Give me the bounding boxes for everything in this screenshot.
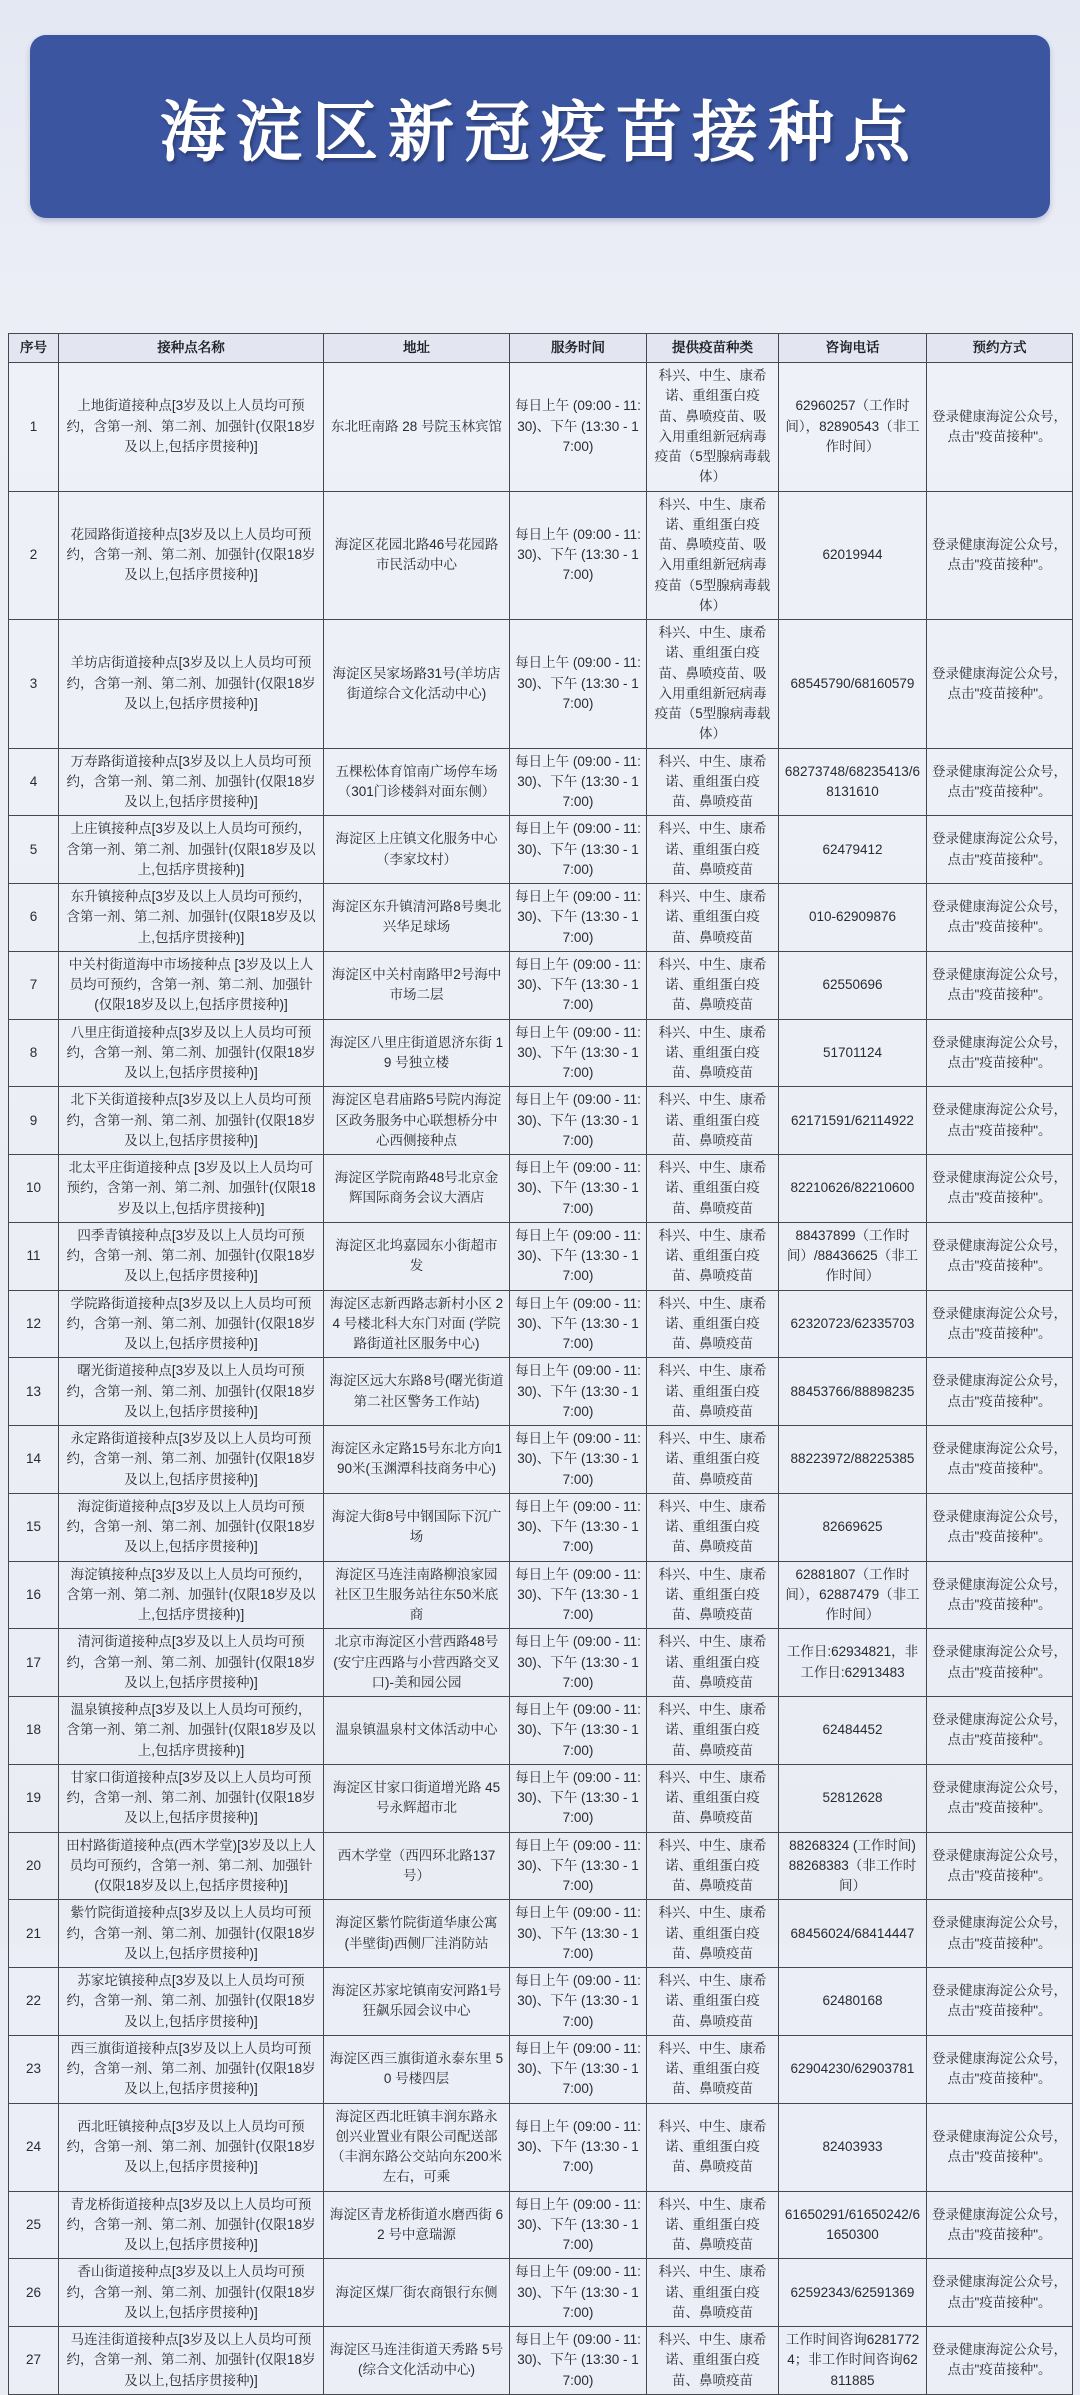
- cell-address: 海淀区西三旗街道永泰东里 50 号楼四层: [324, 2035, 510, 2103]
- cell-address: 海淀区甘家口街道增光路 45 号永辉超市北: [324, 1764, 510, 1832]
- cell-vaccines: 科兴、中生、康希诺、重组蛋白疫苗、鼻喷疫苗: [647, 1629, 779, 1697]
- cell-name: 青龙桥街道接种点[3岁及以上人员均可预约，含第一剂、第二剂、加强针(仅限18岁及以上,包括序贯接种)]: [59, 2191, 324, 2259]
- cell-address: 海淀区紫竹院街道华康公寓 (半壁街)西侧厂洼消防站: [324, 1900, 510, 1968]
- cell-seq: 6: [9, 884, 59, 952]
- cell-seq: 24: [9, 2103, 59, 2191]
- cell-name: 永定路街道接种点[3岁及以上人员均可预约，含第一剂、第二剂、加强针(仅限18岁及以上,包括序贯接种)]: [59, 1426, 324, 1494]
- cell-phone: 工作时间咨询62817724；非工作时间咨询62811885: [779, 2327, 927, 2395]
- cell-address: 海淀区西北旺镇丰润东路永创兴业置业有限公司配送部（丰润东路公交站向东200米左右，可乘: [324, 2103, 510, 2191]
- table-row: [9, 884, 1073, 952]
- cell-vaccines: 科兴、中生、康希诺、重组蛋白疫苗、鼻喷疫苗: [647, 1155, 779, 1223]
- table-row: [9, 1222, 1073, 1290]
- cell-name: 四季青镇接种点[3岁及以上人员均可预约，含第一剂、第二剂、加强针(仅限18岁及以上,包括序贯接种)]: [59, 1222, 324, 1290]
- cell-address: 温泉镇温泉村文体活动中心: [324, 1697, 510, 1765]
- cell-name: 苏家坨镇接种点[3岁及以上人员均可预约，含第一剂、第二剂、加强针(仅限18岁及以上,包括序贯接种)]: [59, 1968, 324, 2036]
- column-header-name: 接种点名称: [59, 334, 324, 363]
- cell-seq: 1: [9, 363, 59, 492]
- cell-booking: 登录健康海淀公众号，点击"疫苗接种"。: [927, 2035, 1073, 2103]
- cell-address: 海淀区北坞嘉园东小街超市发: [324, 1222, 510, 1290]
- cell-seq: 9: [9, 1087, 59, 1155]
- cell-name: 学院路街道接种点[3岁及以上人员均可预约，含第一剂、第二剂、加强针(仅限18岁及以上,包括序贯接种)]: [59, 1290, 324, 1358]
- cell-time: 每日上午 (09:00 - 11:30)、下午 (13:30 - 17:00): [510, 748, 647, 816]
- cell-time: 每日上午 (09:00 - 11:30)、下午 (13:30 - 17:00): [510, 816, 647, 884]
- cell-vaccines: 科兴、中生、康希诺、重组蛋白疫苗、鼻喷疫苗: [647, 1019, 779, 1087]
- cell-address: 海淀区皂君庙路5号院内海淀区政务服务中心联想桥分中心西侧接种点: [324, 1087, 510, 1155]
- cell-vaccines: 科兴、中生、康希诺、重组蛋白疫苗、鼻喷疫苗: [647, 951, 779, 1019]
- cell-address: 海淀区永定路15号东北方向190米(玉渊潭科技商务中心): [324, 1426, 510, 1494]
- cell-time: 每日上午 (09:00 - 11:30)、下午 (13:30 - 17:00): [510, 1764, 647, 1832]
- cell-seq: 20: [9, 1832, 59, 1900]
- table-row: [9, 1155, 1073, 1223]
- cell-booking: 登录健康海淀公众号，点击"疫苗接种"。: [927, 1290, 1073, 1358]
- cell-seq: 17: [9, 1629, 59, 1697]
- vaccination-sites-table: [8, 333, 1073, 2395]
- table-row: [9, 1697, 1073, 1765]
- cell-vaccines: 科兴、中生、康希诺、重组蛋白疫苗、鼻喷疫苗、吸入用重组新冠病毒疫苗（5型腺病毒载体）: [647, 491, 779, 620]
- cell-name: 海淀街道接种点[3岁及以上人员均可预约，含第一剂、第二剂、加强针(仅限18岁及以上,包括序贯接种)]: [59, 1493, 324, 1561]
- table-row: [9, 1764, 1073, 1832]
- cell-vaccines: 科兴、中生、康希诺、重组蛋白疫苗、鼻喷疫苗: [647, 2103, 779, 2191]
- cell-seq: 21: [9, 1900, 59, 1968]
- cell-vaccines: 科兴、中生、康希诺、重组蛋白疫苗、鼻喷疫苗: [647, 816, 779, 884]
- cell-phone: 68456024/68414447: [779, 1900, 927, 1968]
- cell-vaccines: 科兴、中生、康希诺、重组蛋白疫苗、鼻喷疫苗: [647, 1968, 779, 2036]
- cell-phone: 62019944: [779, 491, 927, 620]
- cell-vaccines: 科兴、中生、康希诺、重组蛋白疫苗、鼻喷疫苗: [647, 1358, 779, 1426]
- cell-booking: 登录健康海淀公众号，点击"疫苗接种"。: [927, 620, 1073, 749]
- cell-phone: 62960257（工作时间），82890543（非工作时间）: [779, 363, 927, 492]
- cell-address: 五棵松体育馆南广场停车场（301门诊楼斜对面东侧）: [324, 748, 510, 816]
- cell-seq: 27: [9, 2327, 59, 2395]
- cell-phone: 51701124: [779, 1019, 927, 1087]
- cell-vaccines: 科兴、中生、康希诺、重组蛋白疫苗、鼻喷疫苗: [647, 1832, 779, 1900]
- cell-time: 每日上午 (09:00 - 11:30)、下午 (13:30 - 17:00): [510, 1968, 647, 2036]
- cell-name: 曙光街道接种点[3岁及以上人员均可预约，含第一剂、第二剂、加强针(仅限18岁及以上,包括序贯接种)]: [59, 1358, 324, 1426]
- table-row: [9, 2327, 1073, 2395]
- cell-seq: 25: [9, 2191, 59, 2259]
- table-row: [9, 1900, 1073, 1968]
- cell-booking: 登录健康海淀公众号，点击"疫苗接种"。: [927, 884, 1073, 952]
- cell-phone: 88223972/88225385: [779, 1426, 927, 1494]
- cell-phone: 62592343/62591369: [779, 2259, 927, 2327]
- column-header-address: 地址: [324, 334, 510, 363]
- cell-vaccines: 科兴、中生、康希诺、重组蛋白疫苗、鼻喷疫苗: [647, 2259, 779, 2327]
- cell-name: 中关村街道海中市场接种点 [3岁及以上人员均可预约，含第一剂、第二剂、加强针(仅限18岁及以上,包括序贯接种)]: [59, 951, 324, 1019]
- table-row: [9, 951, 1073, 1019]
- cell-booking: 登录健康海淀公众号，点击"疫苗接种"。: [927, 363, 1073, 492]
- cell-phone: 工作日:62934821，非工作日:62913483: [779, 1629, 927, 1697]
- cell-vaccines: 科兴、中生、康希诺、重组蛋白疫苗、鼻喷疫苗: [647, 748, 779, 816]
- table-header: [9, 334, 1073, 363]
- cell-seq: 14: [9, 1426, 59, 1494]
- cell-seq: 2: [9, 491, 59, 620]
- cell-phone: 61650291/61650242/61650300: [779, 2191, 927, 2259]
- cell-booking: 登录健康海淀公众号，点击"疫苗接种"。: [927, 2191, 1073, 2259]
- cell-vaccines: 科兴、中生、康希诺、重组蛋白疫苗、鼻喷疫苗: [647, 1764, 779, 1832]
- cell-booking: 登录健康海淀公众号，点击"疫苗接种"。: [927, 1629, 1073, 1697]
- title-banner: [30, 35, 1050, 218]
- table-row: [9, 491, 1073, 620]
- table-row: [9, 1087, 1073, 1155]
- cell-seq: 15: [9, 1493, 59, 1561]
- cell-name: 花园路街道接种点[3岁及以上人员均可预约，含第一剂、第二剂、加强针(仅限18岁及以上,包括序贯接种)]: [59, 491, 324, 620]
- table-header-row: [9, 334, 1073, 363]
- cell-seq: 4: [9, 748, 59, 816]
- cell-name: 上庄镇接种点[3岁及以上人员均可预约，含第一剂、第二剂、加强针(仅限18岁及以上,包括序贯接种)]: [59, 816, 324, 884]
- cell-phone: 88437899（工作时间）/88436625（非工作时间）: [779, 1222, 927, 1290]
- column-header-booking: 预约方式: [927, 334, 1073, 363]
- cell-vaccines: 科兴、中生、康希诺、重组蛋白疫苗、鼻喷疫苗: [647, 884, 779, 952]
- cell-name: 西北旺镇接种点[3岁及以上人员均可预约，含第一剂、第二剂、加强针(仅限18岁及以上,包括序贯接种)]: [59, 2103, 324, 2191]
- cell-address: 海淀区远大东路8号(曙光街道第二社区警务工作站): [324, 1358, 510, 1426]
- cell-phone: 52812628: [779, 1764, 927, 1832]
- table-row: [9, 620, 1073, 749]
- cell-seq: 3: [9, 620, 59, 749]
- cell-time: 每日上午 (09:00 - 11:30)、下午 (13:30 - 17:00): [510, 2191, 647, 2259]
- cell-address: 西木学堂（西四环北路137号）: [324, 1832, 510, 1900]
- cell-address: 北京市海淀区小营西路48号(安宁庄西路与小营西路交叉口)-美和园公园: [324, 1629, 510, 1697]
- table-row: [9, 2035, 1073, 2103]
- cell-name: 羊坊店街道接种点[3岁及以上人员均可预约，含第一剂、第二剂、加强针(仅限18岁及以上,包括序贯接种)]: [59, 620, 324, 749]
- cell-time: 每日上午 (09:00 - 11:30)、下午 (13:30 - 17:00): [510, 1629, 647, 1697]
- table-row: [9, 1019, 1073, 1087]
- table-row: [9, 363, 1073, 492]
- cell-vaccines: 科兴、中生、康希诺、重组蛋白疫苗、鼻喷疫苗: [647, 1561, 779, 1629]
- cell-address: 海淀区苏家坨镇南安河路1号狂飙乐园会议中心: [324, 1968, 510, 2036]
- cell-vaccines: 科兴、中生、康希诺、重组蛋白疫苗、鼻喷疫苗: [647, 1493, 779, 1561]
- cell-seq: 12: [9, 1290, 59, 1358]
- cell-time: 每日上午 (09:00 - 11:30)、下午 (13:30 - 17:00): [510, 1426, 647, 1494]
- cell-booking: 登录健康海淀公众号，点击"疫苗接种"。: [927, 1832, 1073, 1900]
- cell-time: 每日上午 (09:00 - 11:30)、下午 (13:30 - 17:00): [510, 363, 647, 492]
- table-row: [9, 2103, 1073, 2191]
- cell-name: 海淀镇接种点[3岁及以上人员均可预约，含第一剂、第二剂、加强针(仅限18岁及以上,包括序贯接种)]: [59, 1561, 324, 1629]
- cell-phone: 68273748/68235413/68131610: [779, 748, 927, 816]
- cell-name: 万寿路街道接种点[3岁及以上人员均可预约，含第一剂、第二剂、加强针(仅限18岁及以上,包括序贯接种)]: [59, 748, 324, 816]
- cell-phone: 62881807（工作时间），62887479（非工作时间）: [779, 1561, 927, 1629]
- table-row: [9, 1561, 1073, 1629]
- cell-time: 每日上午 (09:00 - 11:30)、下午 (13:30 - 17:00): [510, 2103, 647, 2191]
- cell-seq: 18: [9, 1697, 59, 1765]
- cell-time: 每日上午 (09:00 - 11:30)、下午 (13:30 - 17:00): [510, 1290, 647, 1358]
- cell-seq: 11: [9, 1222, 59, 1290]
- cell-seq: 13: [9, 1358, 59, 1426]
- cell-vaccines: 科兴、中生、康希诺、重组蛋白疫苗、鼻喷疫苗: [647, 1290, 779, 1358]
- cell-phone: 68545790/68160579: [779, 620, 927, 749]
- cell-vaccines: 科兴、中生、康希诺、重组蛋白疫苗、鼻喷疫苗、吸入用重组新冠病毒疫苗（5型腺病毒载体）: [647, 620, 779, 749]
- cell-time: 每日上午 (09:00 - 11:30)、下午 (13:30 - 17:00): [510, 2259, 647, 2327]
- cell-name: 上地街道接种点[3岁及以上人员均可预约，含第一剂、第二剂、加强针(仅限18岁及以上,包括序贯接种)]: [59, 363, 324, 492]
- cell-name: 马连洼街道接种点[3岁及以上人员均可预约，含第一剂、第二剂、加强针(仅限18岁及以上,包括序贯接种)]: [59, 2327, 324, 2395]
- cell-name: 温泉镇接种点[3岁及以上人员均可预约，含第一剂、第二剂、加强针(仅限18岁及以上,包括序贯接种)]: [59, 1697, 324, 1765]
- cell-vaccines: 科兴、中生、康希诺、重组蛋白疫苗、鼻喷疫苗: [647, 1900, 779, 1968]
- cell-booking: 登录健康海淀公众号，点击"疫苗接种"。: [927, 1561, 1073, 1629]
- cell-time: 每日上午 (09:00 - 11:30)、下午 (13:30 - 17:00): [510, 1697, 647, 1765]
- cell-time: 每日上午 (09:00 - 11:30)、下午 (13:30 - 17:00): [510, 1561, 647, 1629]
- cell-address: 海淀区煤厂街农商银行东侧: [324, 2259, 510, 2327]
- cell-phone: 82403933: [779, 2103, 927, 2191]
- cell-time: 每日上午 (09:00 - 11:30)、下午 (13:30 - 17:00): [510, 1900, 647, 1968]
- cell-booking: 登录健康海淀公众号，点击"疫苗接种"。: [927, 1426, 1073, 1494]
- cell-phone: 88268324 (工作时间) 88268383（非工作时间）: [779, 1832, 927, 1900]
- cell-vaccines: 科兴、中生、康希诺、重组蛋白疫苗、鼻喷疫苗、吸入用重组新冠病毒疫苗（5型腺病毒载体）: [647, 363, 779, 492]
- cell-seq: 22: [9, 1968, 59, 2036]
- table-row: [9, 1358, 1073, 1426]
- cell-time: 每日上午 (09:00 - 11:30)、下午 (13:30 - 17:00): [510, 620, 647, 749]
- cell-address: 东北旺南路 28 号院玉林宾馆: [324, 363, 510, 492]
- cell-booking: 登录健康海淀公众号，点击"疫苗接种"。: [927, 491, 1073, 620]
- cell-address: 海淀大街8号中钢国际下沉广场: [324, 1493, 510, 1561]
- cell-address: 海淀区学院南路48号北京金辉国际商务会议大酒店: [324, 1155, 510, 1223]
- cell-seq: 26: [9, 2259, 59, 2327]
- column-header-seq: 序号: [9, 334, 59, 363]
- table-row: [9, 816, 1073, 884]
- cell-booking: 登录健康海淀公众号，点击"疫苗接种"。: [927, 1900, 1073, 1968]
- cell-name: 东升镇接种点[3岁及以上人员均可预约，含第一剂、第二剂、加强针(仅限18岁及以上,包括序贯接种)]: [59, 884, 324, 952]
- cell-name: 甘家口街道接种点[3岁及以上人员均可预约，含第一剂、第二剂、加强针(仅限18岁及以上,包括序贯接种)]: [59, 1764, 324, 1832]
- cell-booking: 登录健康海淀公众号，点击"疫苗接种"。: [927, 1968, 1073, 2036]
- cell-address: 海淀区青龙桥街道水磨西街 62 号中意瑞源: [324, 2191, 510, 2259]
- cell-time: 每日上午 (09:00 - 11:30)、下午 (13:30 - 17:00): [510, 491, 647, 620]
- cell-phone: 62479412: [779, 816, 927, 884]
- cell-name: 田村路街道接种点(西木学堂)[3岁及以上人员均可预约，含第一剂、第二剂、加强针(仅限18岁及以上,包括序贯接种)]: [59, 1832, 324, 1900]
- cell-address: 海淀区东升镇清河路8号奥北兴华足球场: [324, 884, 510, 952]
- table-row: [9, 2191, 1073, 2259]
- cell-time: 每日上午 (09:00 - 11:30)、下午 (13:30 - 17:00): [510, 951, 647, 1019]
- cell-booking: 登录健康海淀公众号，点击"疫苗接种"。: [927, 748, 1073, 816]
- cell-phone: 62320723/62335703: [779, 1290, 927, 1358]
- cell-time: 每日上午 (09:00 - 11:30)、下午 (13:30 - 17:00): [510, 884, 647, 952]
- cell-name: 北下关街道接种点[3岁及以上人员均可预约，含第一剂、第二剂、加强针(仅限18岁及以上,包括序贯接种)]: [59, 1087, 324, 1155]
- cell-seq: 16: [9, 1561, 59, 1629]
- cell-phone: 62480168: [779, 1968, 927, 2036]
- cell-vaccines: 科兴、中生、康希诺、重组蛋白疫苗、鼻喷疫苗: [647, 1222, 779, 1290]
- cell-vaccines: 科兴、中生、康希诺、重组蛋白疫苗、鼻喷疫苗: [647, 2191, 779, 2259]
- cell-time: 每日上午 (09:00 - 11:30)、下午 (13:30 - 17:00): [510, 2327, 647, 2395]
- cell-name: 八里庄街道接种点[3岁及以上人员均可预约，含第一剂、第二剂、加强针(仅限18岁及以上,包括序贯接种)]: [59, 1019, 324, 1087]
- cell-address: 海淀区花园北路46号花园路市民活动中心: [324, 491, 510, 620]
- vaccination-sites-table-wrap: [8, 333, 1072, 2395]
- cell-booking: 登录健康海淀公众号，点击"疫苗接种"。: [927, 1019, 1073, 1087]
- cell-booking: 登录健康海淀公众号，点击"疫苗接种"。: [927, 2327, 1073, 2395]
- cell-booking: 登录健康海淀公众号，点击"疫苗接种"。: [927, 1358, 1073, 1426]
- table-row: [9, 1832, 1073, 1900]
- column-header-phone: 咨询电话: [779, 334, 927, 363]
- cell-phone: 62904230/62903781: [779, 2035, 927, 2103]
- cell-booking: 登录健康海淀公众号，点击"疫苗接种"。: [927, 1222, 1073, 1290]
- table-row: [9, 1426, 1073, 1494]
- cell-name: 紫竹院街道接种点[3岁及以上人员均可预约，含第一剂、第二剂、加强针(仅限18岁及以上,包括序贯接种)]: [59, 1900, 324, 1968]
- table-row: [9, 1290, 1073, 1358]
- cell-booking: 登录健康海淀公众号，点击"疫苗接种"。: [927, 2103, 1073, 2191]
- column-header-vaccines: 提供疫苗种类: [647, 334, 779, 363]
- cell-time: 每日上午 (09:00 - 11:30)、下午 (13:30 - 17:00): [510, 1832, 647, 1900]
- cell-booking: 登录健康海淀公众号，点击"疫苗接种"。: [927, 1493, 1073, 1561]
- table-row: [9, 1968, 1073, 2036]
- cell-phone: 82669625: [779, 1493, 927, 1561]
- cell-phone: 82210626/82210600: [779, 1155, 927, 1223]
- cell-seq: 7: [9, 951, 59, 1019]
- table-row: [9, 2259, 1073, 2327]
- cell-booking: 登录健康海淀公众号，点击"疫苗接种"。: [927, 1087, 1073, 1155]
- cell-name: 北太平庄街道接种点 [3岁及以上人员均可预约，含第一剂、第二剂、加强针(仅限18岁及以上,包括序贯接种)]: [59, 1155, 324, 1223]
- cell-seq: 23: [9, 2035, 59, 2103]
- cell-time: 每日上午 (09:00 - 11:30)、下午 (13:30 - 17:00): [510, 1358, 647, 1426]
- page-title: 海淀区新冠疫苗接种点: [160, 93, 920, 171]
- cell-seq: 10: [9, 1155, 59, 1223]
- cell-name: 西三旗街道接种点[3岁及以上人员均可预约，含第一剂、第二剂、加强针(仅限18岁及以上,包括序贯接种)]: [59, 2035, 324, 2103]
- cell-time: 每日上午 (09:00 - 11:30)、下午 (13:30 - 17:00): [510, 1019, 647, 1087]
- cell-seq: 5: [9, 816, 59, 884]
- table-body: [9, 363, 1073, 2395]
- cell-time: 每日上午 (09:00 - 11:30)、下午 (13:30 - 17:00): [510, 2035, 647, 2103]
- table-row: [9, 1629, 1073, 1697]
- cell-address: 海淀区志新西路志新村小区 24 号楼北科大东门对面 (学院路街道社区服务中心): [324, 1290, 510, 1358]
- cell-address: 海淀区马连洼街道天秀路 5号(综合文化活动中心): [324, 2327, 510, 2395]
- cell-seq: 19: [9, 1764, 59, 1832]
- cell-phone: 62484452: [779, 1697, 927, 1765]
- table-row: [9, 748, 1073, 816]
- cell-seq: 8: [9, 1019, 59, 1087]
- cell-address: 海淀区八里庄街道恩济东街 19 号独立楼: [324, 1019, 510, 1087]
- cell-name: 香山街道接种点[3岁及以上人员均可预约，含第一剂、第二剂、加强针(仅限18岁及以上,包括序贯接种)]: [59, 2259, 324, 2327]
- cell-vaccines: 科兴、中生、康希诺、重组蛋白疫苗、鼻喷疫苗: [647, 1426, 779, 1494]
- cell-vaccines: 科兴、中生、康希诺、重组蛋白疫苗、鼻喷疫苗: [647, 2327, 779, 2395]
- cell-time: 每日上午 (09:00 - 11:30)、下午 (13:30 - 17:00): [510, 1087, 647, 1155]
- cell-time: 每日上午 (09:00 - 11:30)、下午 (13:30 - 17:00): [510, 1493, 647, 1561]
- cell-phone: 88453766/88898235: [779, 1358, 927, 1426]
- cell-vaccines: 科兴、中生、康希诺、重组蛋白疫苗、鼻喷疫苗: [647, 1697, 779, 1765]
- cell-address: 海淀区吴家场路31号(羊坊店街道综合文化活动中心): [324, 620, 510, 749]
- cell-address: 海淀区马连洼南路柳浪家园社区卫生服务站往东50米底商: [324, 1561, 510, 1629]
- cell-name: 清河街道接种点[3岁及以上人员均可预约，含第一剂、第二剂、加强针(仅限18岁及以上,包括序贯接种)]: [59, 1629, 324, 1697]
- cell-address: 海淀区中关村南路甲2号海中市场二层: [324, 951, 510, 1019]
- cell-phone: 62550696: [779, 951, 927, 1019]
- cell-booking: 登录健康海淀公众号，点击"疫苗接种"。: [927, 1155, 1073, 1223]
- cell-vaccines: 科兴、中生、康希诺、重组蛋白疫苗、鼻喷疫苗: [647, 1087, 779, 1155]
- cell-booking: 登录健康海淀公众号，点击"疫苗接种"。: [927, 1764, 1073, 1832]
- cell-booking: 登录健康海淀公众号，点击"疫苗接种"。: [927, 1697, 1073, 1765]
- cell-vaccines: 科兴、中生、康希诺、重组蛋白疫苗、鼻喷疫苗: [647, 2035, 779, 2103]
- cell-time: 每日上午 (09:00 - 11:30)、下午 (13:30 - 17:00): [510, 1155, 647, 1223]
- column-header-time: 服务时间: [510, 334, 647, 363]
- cell-booking: 登录健康海淀公众号，点击"疫苗接种"。: [927, 2259, 1073, 2327]
- cell-time: 每日上午 (09:00 - 11:30)、下午 (13:30 - 17:00): [510, 1222, 647, 1290]
- cell-address: 海淀区上庄镇文化服务中心（李家坟村）: [324, 816, 510, 884]
- cell-phone: 010-62909876: [779, 884, 927, 952]
- cell-phone: 62171591/62114922: [779, 1087, 927, 1155]
- cell-booking: 登录健康海淀公众号，点击"疫苗接种"。: [927, 816, 1073, 884]
- cell-booking: 登录健康海淀公众号，点击"疫苗接种"。: [927, 951, 1073, 1019]
- table-row: [9, 1493, 1073, 1561]
